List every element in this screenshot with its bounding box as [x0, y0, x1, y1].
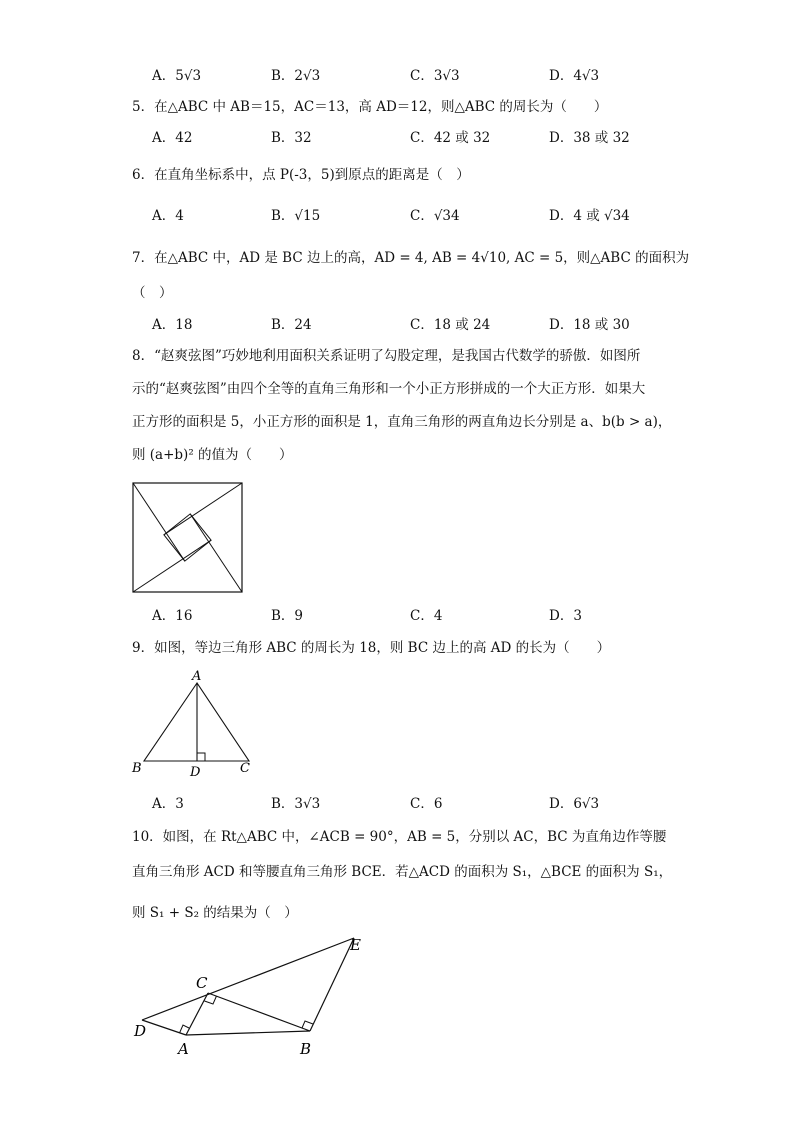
label-c: C: [240, 761, 250, 776]
q10-stem-line1: 10．如图，在 Rt△ABC 中，∠ACB = 90°，AB = 5，分别以 AC，BC 为直角边作等腰: [132, 829, 667, 845]
big-square: [133, 483, 242, 592]
label-e: E: [350, 936, 361, 954]
q4-option-d: D．4√3: [549, 68, 600, 84]
label-a: A: [178, 1040, 189, 1058]
q8-option-c: C．4: [410, 608, 443, 624]
q7-stem-parens: （ ）: [132, 285, 173, 301]
segment-ab: [186, 1031, 310, 1035]
label-b: B: [300, 1040, 312, 1058]
q8-stem-line4: 则 (a+b)² 的值为（ ）: [132, 447, 293, 463]
triangle-edge-4: [133, 540, 211, 592]
triangle-edge-1: [133, 483, 185, 561]
q6-option-c: C．√34: [410, 208, 460, 224]
q9-option-a: A．3: [152, 796, 184, 812]
equilateral-triangle-figure: [128, 666, 258, 782]
q5-option-d: D．38 或 32: [549, 130, 630, 146]
q10-stem-line3: 则 S₁ + S₂ 的结果为（ ）: [132, 905, 298, 921]
q8-stem-line3: 正方形的面积是 5，小正方形的面积是 1，直角三角形的两直角边长分别是 a、b(b > a)，: [132, 414, 672, 430]
q8-option-b: B．9: [271, 608, 304, 624]
q7-option-d: D．18 或 30: [549, 317, 630, 333]
label-d: D: [190, 765, 201, 780]
q9-option-d: D．6√3: [549, 796, 600, 812]
q5-option-b: B．32: [271, 130, 312, 146]
q5-option-a: A．42: [152, 130, 193, 146]
q5-stem: 5．在△ABC 中 AB＝15，AC＝13，高 AD＝12，则△ABC 的周长为（ ）: [132, 99, 608, 115]
q8-stem-line1: 8．“赵爽弦图”巧妙地利用面积关系证明了勾股定理，是我国古代数学的骄傲．如图所: [132, 348, 641, 364]
label-d: D: [134, 1022, 147, 1040]
right-angle-mark: [197, 753, 205, 761]
zhao-shuang-diagram: [130, 480, 246, 596]
q4-option-c: C．3√3: [410, 68, 460, 84]
q4-option-a: A．5√3: [152, 68, 202, 84]
q7-option-a: A．18: [152, 317, 193, 333]
isosceles-right-triangles-figure: [128, 930, 378, 1060]
q6-option-a: A．4: [152, 208, 184, 224]
q8-stem-line2: 示的“赵爽弦图”由四个全等的直角三角形和一个小正方形拼成的一个大正方形．如果大: [132, 381, 646, 397]
small-square: [164, 514, 211, 561]
q6-option-d: D．4 或 √34: [549, 208, 630, 224]
q10-stem-line2: 直角三角形 ACD 和等腰直角三角形 BCE．若△ACD 的面积为 S₁，△BCE 的面积为 S₁，: [132, 864, 673, 880]
segment-cb: [208, 993, 310, 1031]
q7-option-c: C．18 或 24: [410, 317, 491, 333]
q8-option-a: A．16: [152, 608, 193, 624]
triangle-edge-3: [190, 514, 242, 592]
q7-stem: 7．在△ABC 中，AD 是 BC 边上的高，AD = 4, AB = 4√10, AC = 5，则△ABC 的面积为: [132, 250, 690, 266]
q9-stem: 9．如图，等边三角形 ABC 的周长为 18，则 BC 边上的高 AD 的长为（ ）: [132, 640, 611, 656]
q5-option-c: C．42 或 32: [410, 130, 491, 146]
q8-option-d: D．3: [549, 608, 582, 624]
q6-option-b: B．√15: [271, 208, 321, 224]
label-c: C: [196, 974, 208, 992]
label-a: A: [192, 669, 202, 684]
q4-option-b: B．2√3: [271, 68, 321, 84]
label-b: B: [132, 761, 142, 776]
q6-stem: 6．在直角坐标系中，点 P(-3，5)到原点的距离是（ ）: [132, 167, 470, 183]
q9-option-c: C．6: [410, 796, 443, 812]
q9-option-b: B．3√3: [271, 796, 321, 812]
triangle-edge-2: [164, 483, 242, 535]
q7-option-b: B．24: [271, 317, 312, 333]
